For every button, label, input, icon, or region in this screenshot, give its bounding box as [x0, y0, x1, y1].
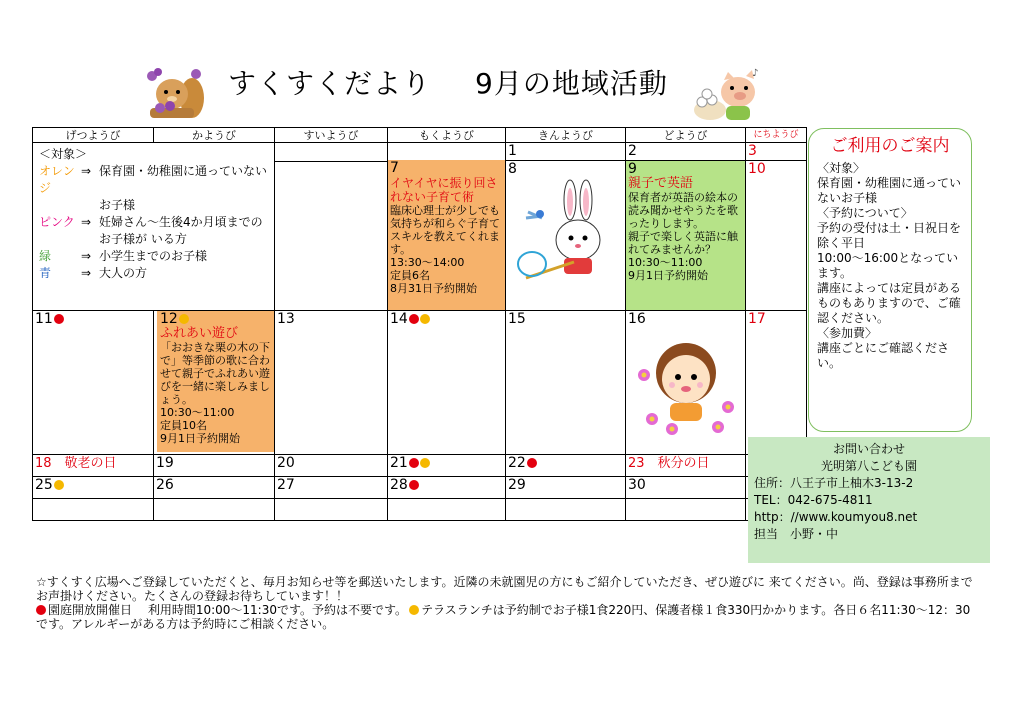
day-cell-27[interactable]: [275, 477, 388, 499]
contact-staff: 担当 小野・中: [754, 527, 839, 541]
day-cell-22[interactable]: [506, 455, 626, 477]
day-cell-16[interactable]: [626, 311, 746, 455]
contact-panel: [748, 437, 990, 563]
weekday-tue: かようび: [154, 128, 275, 143]
red-dot-icon: [409, 314, 419, 324]
legend-text: 大人の方: [99, 266, 148, 280]
event-title: ふれあい遊び: [160, 326, 239, 341]
day-cell-17[interactable]: [746, 311, 807, 455]
legend-arrow: ⇒: [81, 266, 92, 280]
legend-text: お子様: [99, 198, 136, 212]
day-number: 14: [390, 311, 408, 327]
note-garden-open: 園庭開放開催日 利用時間10:00～11:30です。予約は不要です。: [48, 603, 408, 617]
event-reservation: 9月1日予約開始: [160, 432, 240, 445]
day-cell-9[interactable]: [626, 143, 746, 311]
yellow-dot-icon: [420, 314, 430, 324]
footer-notes: [36, 575, 976, 631]
contact-organization: 光明第八こども園: [820, 459, 917, 473]
red-dot-icon: [54, 314, 64, 324]
red-dot-icon: [409, 458, 419, 468]
day-cell-25[interactable]: [33, 477, 154, 499]
day-number: 18 敬老の日: [35, 456, 117, 471]
day-cell-20[interactable]: [275, 455, 388, 477]
legend-arrow: ⇒: [81, 164, 92, 178]
contact-website-link[interactable]: http：//www.koumyou8.net: [754, 510, 918, 524]
day-cell-28[interactable]: [388, 477, 506, 499]
day-cell-19[interactable]: [154, 455, 275, 477]
event-reservation: 8月31日予約開始: [390, 282, 477, 295]
event-description: 親子で楽しく英語に触れてみませんか？: [628, 230, 738, 256]
title-main: すくすくだより: [228, 67, 432, 100]
legend-text: お子様が いる方: [99, 232, 187, 246]
day-cell-10[interactable]: [746, 143, 807, 311]
legend-key-blue: 青: [39, 266, 52, 280]
day-number: 9: [628, 161, 637, 177]
dragonfly-rabbit-illustration: [506, 178, 625, 291]
yellow-dot-icon: [409, 605, 419, 615]
day-number: 28: [390, 477, 408, 493]
red-dot-icon: [409, 480, 419, 490]
day-number: 16: [628, 311, 646, 327]
event-description: 臨床心理士が少しでも気持ちが和らぐ子育てスキルを教えてくれます。: [390, 204, 500, 256]
legend-heading: ＜対象＞: [39, 147, 88, 161]
weekday-wed: すいようび: [275, 128, 388, 143]
day-cell-empty: [506, 499, 626, 521]
pig-illustration: [688, 62, 762, 128]
weekday-sun: にちようび: [746, 128, 807, 143]
day-cell-empty: [626, 499, 746, 521]
weekday-sat: どようび: [626, 128, 746, 143]
day-cell-12[interactable]: [154, 311, 275, 455]
legend-arrow: ⇒: [81, 249, 92, 263]
day-number: 19: [156, 455, 174, 471]
day-cell-empty: [275, 143, 388, 311]
red-dot-icon: [36, 605, 46, 615]
day-number: 30: [628, 477, 646, 493]
day-cell-30[interactable]: [626, 477, 746, 499]
day-cell-15[interactable]: [506, 311, 626, 455]
day-cell-empty: [388, 499, 506, 521]
contact-heading: お問い合わせ: [832, 442, 905, 456]
yellow-dot-icon: [420, 458, 430, 468]
svg-text:♪: ♪: [752, 68, 759, 79]
event-description: 保育者が英語の絵本の読み聞かせやうたを歌ったりします。: [628, 191, 738, 230]
day-number: 12: [160, 311, 178, 327]
guide-body: 〈対象〉 保育園・幼稚園に通っていないお子様 〈予約について〉 予約の受付は土・日祝日を除く平日 10:00～16:00となっています。 講座によっては定員があるものもありますので、ご確認ください。 〈参加費〉 講座ごとにご確認ください。: [817, 161, 962, 370]
event-reservation: 9月1日予約開始: [628, 269, 708, 282]
calendar-table: [32, 127, 807, 521]
day-cell-11[interactable]: [33, 311, 154, 455]
day-number: 13: [277, 311, 295, 327]
yellow-dot-icon: [54, 480, 64, 490]
note-registration: ☆すくすく広場へご登録していただくと、毎月お知らせ等を郵送いたします。近隣の未就園児の方にもご紹介していただき、ぜひ遊びに 来てください。尚、登録は事務所までお声掛けください。たくさんの登録お待ちしています！！: [36, 575, 973, 603]
day-number: 8: [508, 161, 517, 177]
legend-text: 小学生までのお子様: [99, 249, 208, 263]
legend-arrow: ⇒: [81, 215, 92, 229]
day-number: 25: [35, 477, 53, 493]
contact-address: 住所：八王子市上柚木3-13-2: [754, 476, 914, 490]
event-title: 親子で英語: [628, 176, 694, 191]
weekday-thu: もくようび: [388, 128, 506, 143]
day-cell-26[interactable]: [154, 477, 275, 499]
day-number: 23 秋分の日: [628, 456, 710, 471]
day-number: 1: [506, 143, 625, 161]
red-dot-icon: [527, 458, 537, 468]
day-cell-empty: [154, 499, 275, 521]
event-time: 13:30～14:00: [390, 256, 465, 269]
day-number: 27: [277, 477, 295, 493]
day-cell-empty: [33, 499, 154, 521]
yellow-dot-icon: [179, 314, 189, 324]
day-number: 3: [746, 143, 806, 161]
legend-text: 保育園・幼稚園に通っていない: [99, 164, 268, 178]
day-cell-13[interactable]: [275, 311, 388, 455]
usage-guide-panel: [808, 128, 972, 432]
day-cell-18[interactable]: [33, 455, 154, 477]
day-number: 10: [748, 161, 766, 177]
day-number: 26: [156, 477, 174, 493]
day-number: 21: [390, 455, 408, 471]
girl-flowers-illustration: [628, 327, 743, 442]
day-cell-23[interactable]: [626, 455, 746, 477]
day-number: 2: [626, 143, 745, 161]
day-number: 20: [277, 455, 295, 471]
note-terrace-lunch: テラスランチは予約制でお子様1食220円、保護者様１食330円かかります。各日６名11:30～12：30です。アレルギーがある方は予約時にご相談ください。: [36, 603, 971, 631]
legend-key-orange: オレンジ: [39, 164, 75, 195]
day-cell-14[interactable]: [388, 311, 506, 455]
legend-text: 妊婦さん～生後4か月頃までの: [99, 215, 263, 229]
day-number: 22: [508, 455, 526, 471]
weekday-fri: きんようび: [506, 128, 626, 143]
day-number: 15: [508, 311, 526, 327]
title-month: 9月の地域活動: [475, 67, 668, 100]
event-time: 10:30～11:00: [160, 406, 235, 419]
contact-phone[interactable]: TEL：042-675-4811: [754, 493, 873, 507]
day-number: 17: [748, 311, 766, 327]
target-legend: [33, 143, 275, 311]
guide-title: ご利用のご案内: [830, 136, 950, 156]
event-description: 「おおきな栗の木の下で」等季節の歌に合わせて親子でふれあい遊びを一緒に楽しみましょう。: [160, 341, 270, 406]
legend-key-pink: ピンク: [39, 215, 75, 229]
day-cell-empty: [275, 499, 388, 521]
day-cell-8[interactable]: [506, 143, 626, 311]
event-time: 10:30～11:00: [628, 256, 703, 269]
event-capacity: 定員10名: [160, 419, 207, 432]
day-number: 11: [35, 311, 53, 327]
squirrel-illustration: [142, 62, 206, 128]
day-cell-29[interactable]: [506, 477, 626, 499]
legend-key-green: 緑: [39, 249, 52, 263]
event-title: イヤイヤに振り回されない子育て術: [390, 176, 498, 204]
day-number: 7: [390, 160, 399, 176]
page-title: [228, 62, 668, 102]
day-cell-21[interactable]: [388, 455, 506, 477]
event-capacity: 定員6名: [390, 269, 430, 282]
weekday-mon: げつようび: [33, 128, 154, 143]
day-number: 29: [508, 477, 526, 493]
day-cell-7[interactable]: [388, 143, 506, 311]
